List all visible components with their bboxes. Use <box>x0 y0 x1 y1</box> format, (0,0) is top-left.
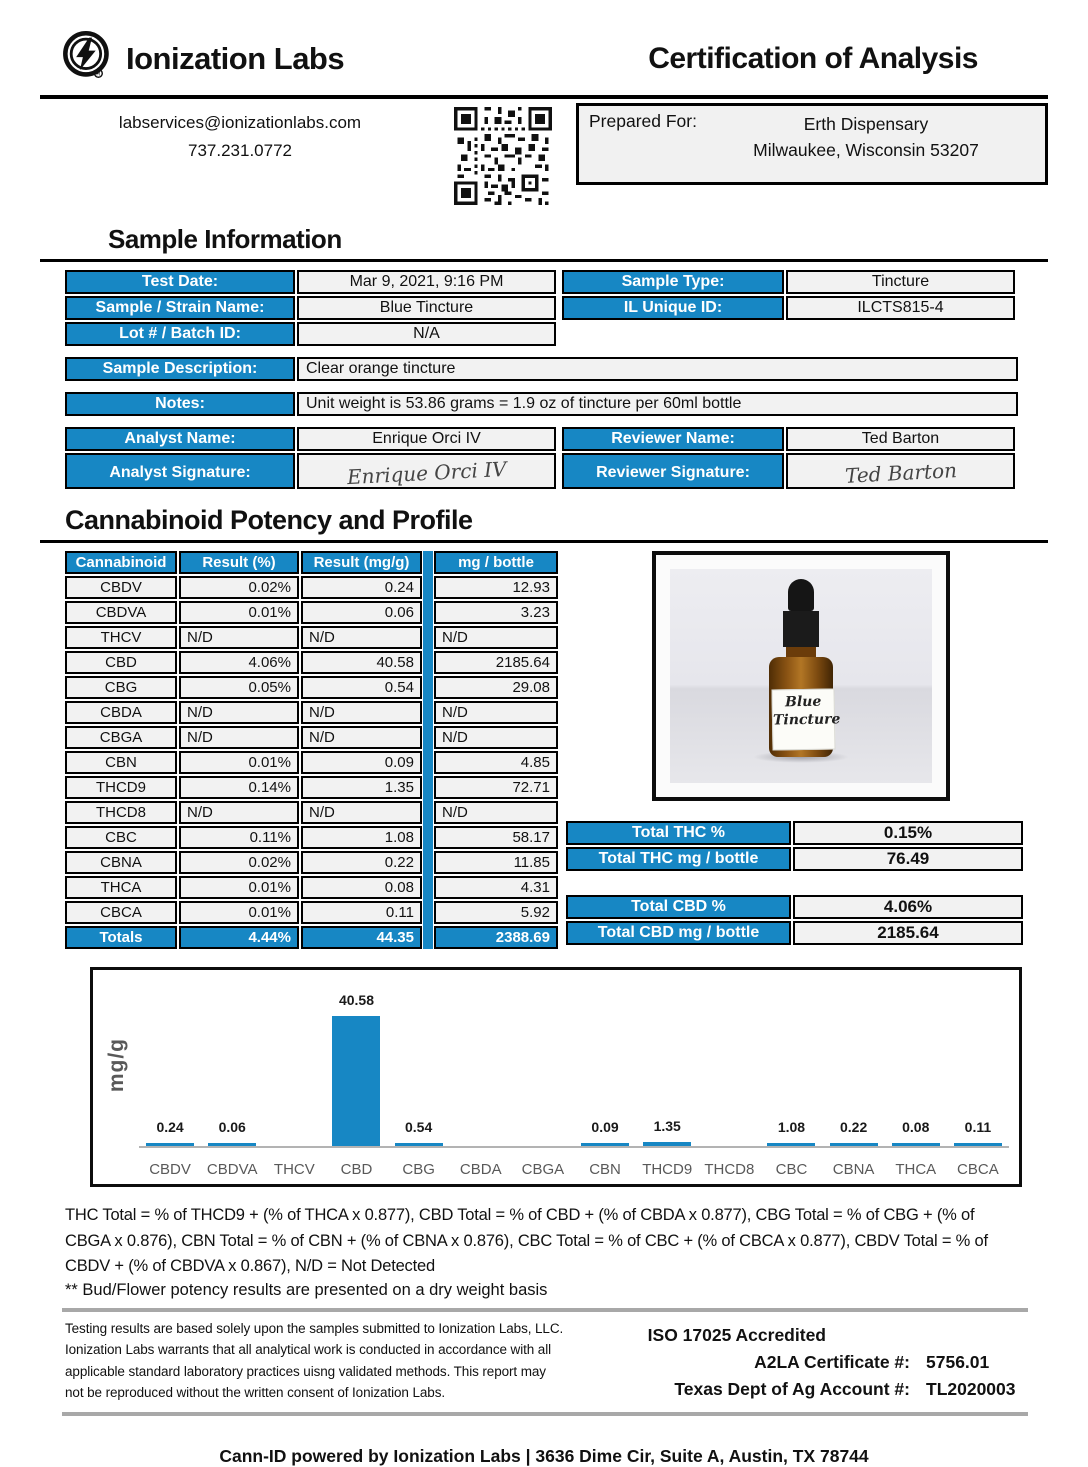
reviewer-signature-label: Reviewer Signature: <box>562 453 784 489</box>
thcv-result-mgg: N/D <box>301 626 422 649</box>
notes-label: Notes: <box>65 392 295 416</box>
cannabinoid-cbga: CBGA <box>65 726 177 749</box>
sample-description-row <box>65 357 1022 381</box>
cbna-result-pct: 0.02% <box>179 851 299 874</box>
cbga-result-pct: N/D <box>179 726 299 749</box>
totals-mg-bottle: 2388.69 <box>434 926 558 949</box>
category-label-cbga: CBGA <box>521 1161 565 1178</box>
cbna-mg-bottle: 11.85 <box>434 851 558 874</box>
gray-divider <box>62 1308 1028 1312</box>
client-name: Erth Dispensary <box>803 114 929 134</box>
cbdv-result-pct: 0.02% <box>179 576 299 599</box>
cannabinoid-cbc: CBC <box>65 826 177 849</box>
reviewer-signature: Ted Barton <box>786 453 1015 489</box>
total-thc-pct-value: 0.15% <box>793 821 1023 845</box>
cannabinoid-cbg: CBG <box>65 676 177 699</box>
cbc-result-mgg: 1.08 <box>301 826 422 849</box>
cbna-result-mgg: 0.22 <box>301 851 422 874</box>
chart-column-cbda <box>450 993 512 1178</box>
lab-name: Ionization Labs <box>126 40 345 76</box>
test-date-label: Test Date: <box>65 270 295 294</box>
qr-code <box>454 107 552 210</box>
cbn-result-pct: 0.01% <box>179 751 299 774</box>
top-info-row <box>40 103 1048 210</box>
cannabinoid-cbdv: CBDV <box>65 576 177 599</box>
chart-column-cbc <box>760 993 822 1178</box>
total-thc-table <box>566 821 1023 871</box>
dropper-collar <box>783 611 819 647</box>
client-location: Milwaukee, Wisconsin 53207 <box>753 140 979 160</box>
bar-cbna <box>830 1143 878 1146</box>
thcd9-result-pct: 0.14% <box>179 776 299 799</box>
chart-y-axis-label: mg/g <box>105 1037 128 1093</box>
cbn-result-mgg: 0.09 <box>301 751 422 774</box>
bar-cbdva <box>208 1143 256 1146</box>
total-thc-mg-label: Total THC mg / bottle <box>566 847 791 871</box>
lab-email: labservices@ionizationlabs.com <box>118 113 362 132</box>
cannabinoid-cbda: CBDA <box>65 701 177 724</box>
cannabinoid-thcd8: THCD8 <box>65 801 177 824</box>
section-divider <box>40 259 1048 262</box>
thcd8-result-pct: N/D <box>179 801 299 824</box>
chart-column-cbdva <box>201 993 263 1178</box>
cbn-mg-bottle: 4.85 <box>434 751 558 774</box>
prepared-for-box <box>576 103 1048 185</box>
category-label-thcd8: THCD8 <box>704 1161 755 1178</box>
thca-result-mgg: 0.08 <box>301 876 422 899</box>
thcd9-mg-bottle: 72.71 <box>434 776 558 799</box>
category-label-thcv: THCV <box>273 1161 315 1178</box>
tx-ag-account-value: TL2020003 <box>926 1378 1016 1399</box>
cbga-result-mgg: N/D <box>301 726 422 749</box>
chart-plot-area <box>139 982 1009 1178</box>
cbg-result-mgg: 0.54 <box>301 676 422 699</box>
iso-accreditation: ISO 17025 Accredited <box>647 1324 826 1345</box>
cbda-result-mgg: N/D <box>301 701 422 724</box>
column-header-cannabinoid: Cannabinoid <box>65 551 177 574</box>
total-cbd-pct-value: 4.06% <box>793 895 1023 919</box>
bar-value-label-thca: 0.08 <box>902 1119 930 1135</box>
dropper-bulb <box>788 579 814 611</box>
bar-cbc <box>767 1143 815 1146</box>
category-label-cbca: CBCA <box>957 1161 999 1178</box>
test-date-value: Mar 9, 2021, 9:16 PM <box>297 270 556 294</box>
totals-label: Totals <box>65 926 177 949</box>
cbca-mg-bottle: 5.92 <box>434 901 558 924</box>
cbdv-result-mgg: 0.24 <box>301 576 422 599</box>
total-cbd-mg-value: 2185.64 <box>793 921 1023 945</box>
cbdva-result-mgg: 0.06 <box>301 601 422 624</box>
bar-value-label-cbd: 40.58 <box>338 992 375 1008</box>
bar-value-label-thcd9: 1.35 <box>653 1118 681 1134</box>
cbdva-mg-bottle: 3.23 <box>434 601 558 624</box>
thcd9-result-mgg: 1.35 <box>301 776 422 799</box>
unique-id-value: ILCTS815-4 <box>786 296 1015 320</box>
header-divider <box>40 95 1048 99</box>
category-label-thcd9: THCD9 <box>642 1161 693 1178</box>
category-label-thca: THCA <box>895 1161 937 1178</box>
strain-name-value: Blue Tincture <box>297 296 556 320</box>
lab-contact-block <box>40 103 440 165</box>
svg-text:R: R <box>96 71 101 78</box>
cbga-mg-bottle: N/D <box>434 726 558 749</box>
category-label-cbd: CBD <box>340 1161 373 1178</box>
column-header-mg-bottle: mg / bottle <box>434 551 558 574</box>
total-thc-mg-value: 76.49 <box>793 847 1023 871</box>
thca-result-pct: 0.01% <box>179 876 299 899</box>
chart-column-cbd <box>325 993 387 1178</box>
sample-type-value: Tincture <box>786 270 1015 294</box>
reviewer-name-label: Reviewer Name: <box>562 427 784 451</box>
legal-disclaimer: Testing results are based solely upon the samples submitted to Ionization Labs, LLC. Ionization Labs warrants that all analytical work is conducted in accordance with all applicable standard laboratory practices uisng validated methods. This report may not be reproduced without the written consent of Ionization Labs. <box>65 1320 564 1400</box>
sample-description-label: Sample Description: <box>65 357 295 381</box>
bar-value-label-cbn: 0.09 <box>591 1119 619 1135</box>
total-cbd-mg-label: Total CBD mg / bottle <box>566 921 791 945</box>
thcd8-result-mgg: N/D <box>301 801 422 824</box>
category-label-cbda: CBDA <box>459 1161 502 1178</box>
bar-value-label-cbdva: 0.06 <box>218 1119 246 1135</box>
cbg-mg-bottle: 29.08 <box>434 676 558 699</box>
chart-column-thcd9 <box>636 993 698 1178</box>
reviewer-table <box>562 427 1015 489</box>
page-header <box>0 0 1088 93</box>
bar-cbdv <box>146 1143 194 1146</box>
cbd-mg-bottle: 2185.64 <box>434 651 558 674</box>
bottle-neck <box>786 647 816 657</box>
totals-formula-note: THC Total = % of THCD9 + (% of THCA x 0.877), CBD Total = % of CBD + (% of CBDA x 0.877), CBG Total = % of CBG + (% of CBGA x 0.876), CBN Total = % of CBN + (% of CBNA x 0.876), CBC Total = % of CBC + (% of CBCA x 0.877), CBDV Total = % of CBDV + (% of CBDVA x 0.867), N/D = Not Detected <box>65 1206 988 1275</box>
cbc-result-pct: 0.11% <box>179 826 299 849</box>
dry-weight-note: ** Bud/Flower potency results are presented on a dry weight basis <box>65 1280 548 1299</box>
notes-row <box>65 392 1022 416</box>
a2la-certificate-value: 5756.01 <box>926 1351 990 1372</box>
category-label-cbdv: CBDV <box>149 1161 191 1178</box>
analyst-name-label: Analyst Name: <box>65 427 295 451</box>
unique-id-label: IL Unique ID: <box>562 296 784 320</box>
product-photo <box>652 551 950 801</box>
chart-column-cbdv <box>139 993 201 1178</box>
cbd-result-mgg: 40.58 <box>301 651 422 674</box>
cannabinoid-cbna: CBNA <box>65 851 177 874</box>
cbca-result-pct: 0.01% <box>179 901 299 924</box>
potency-table <box>65 551 422 949</box>
lot-batch-value: N/A <box>297 322 556 346</box>
analyst-table <box>65 427 556 489</box>
bar-cbn <box>581 1143 629 1146</box>
a2la-certificate-label: A2LA Certificate #: <box>754 1351 910 1372</box>
category-label-cbc: CBC <box>775 1161 808 1178</box>
total-cbd-table <box>566 895 1023 945</box>
cannabinoid-thca: THCA <box>65 876 177 899</box>
thca-mg-bottle: 4.31 <box>434 876 558 899</box>
bottle-body <box>769 657 841 757</box>
potency-bar-chart <box>90 967 1022 1187</box>
cbda-result-pct: N/D <box>179 701 299 724</box>
bar-thcd9 <box>643 1142 691 1146</box>
thcv-result-pct: N/D <box>179 626 299 649</box>
bar-thca <box>892 1143 940 1146</box>
column-header-result-pct: Result (%) <box>179 551 299 574</box>
bar-cbg <box>395 1143 443 1146</box>
cbd-result-pct: 4.06% <box>179 651 299 674</box>
potency-heading: Cannabinoid Potency and Profile <box>65 505 473 535</box>
mg-per-bottle-table <box>434 551 558 949</box>
prepared-for-label: Prepared For: <box>589 111 697 131</box>
totals-result-pct: 4.44% <box>179 926 299 949</box>
category-label-cbdva: CBDVA <box>206 1161 258 1178</box>
bottle-label: Blue Tincture <box>771 688 835 750</box>
category-label-cbg: CBG <box>402 1161 435 1178</box>
document-title: Certification of Analysis <box>648 41 978 75</box>
thcv-mg-bottle: N/D <box>434 626 558 649</box>
chart-column-cbca <box>947 993 1009 1178</box>
bar-value-label-cbca: 0.11 <box>964 1119 992 1135</box>
total-thc-pct-label: Total THC % <box>566 821 791 845</box>
analyst-signature-label: Analyst Signature: <box>65 453 295 489</box>
totals-result-mgg: 44.35 <box>301 926 422 949</box>
cannabinoid-thcd9: THCD9 <box>65 776 177 799</box>
chart-column-cbga <box>512 993 574 1178</box>
analyst-signature: Enrique Orci IV <box>297 453 556 489</box>
tx-ag-account-label: Texas Dept of Ag Account #: <box>674 1378 910 1399</box>
chart-column-thcv <box>263 993 325 1178</box>
cbdva-result-pct: 0.01% <box>179 601 299 624</box>
chart-column-thca <box>885 993 947 1178</box>
bar-value-label-cbdv: 0.24 <box>156 1119 184 1135</box>
sample-description-value: Clear orange tincture <box>297 357 1018 381</box>
cbda-mg-bottle: N/D <box>434 701 558 724</box>
lab-phone: 737.231.0772 <box>188 141 292 160</box>
ionization-labs-logo-icon <box>62 30 112 87</box>
section-divider <box>40 540 1048 543</box>
sample-type-label: Sample Type: <box>562 270 784 294</box>
lot-batch-label: Lot # / Batch ID: <box>65 322 295 346</box>
sample-info-table-left <box>65 270 556 346</box>
footer-address: Cann-ID powered by Ionization Labs | 3636 Dime Cir, Suite A, Austin, TX 78744 <box>219 1445 869 1466</box>
cannabinoid-cbca: CBCA <box>65 901 177 924</box>
chart-column-cbg <box>388 993 450 1178</box>
bar-value-label-cbna: 0.22 <box>839 1119 868 1135</box>
sample-information-heading: Sample Information <box>108 224 342 254</box>
accreditation-block <box>615 1318 1028 1404</box>
chart-column-cbn <box>574 993 636 1178</box>
cannabinoid-cbdva: CBDVA <box>65 601 177 624</box>
cbdv-mg-bottle: 12.93 <box>434 576 558 599</box>
analyst-name-value: Enrique Orci IV <box>297 427 556 451</box>
total-cbd-pct-label: Total CBD % <box>566 895 791 919</box>
chart-column-thcd8 <box>698 993 760 1178</box>
category-label-cbn: CBN <box>589 1161 621 1178</box>
strain-name-label: Sample / Strain Name: <box>65 296 295 320</box>
bar-value-label-cbc: 1.08 <box>777 1119 806 1135</box>
tincture-bottle-image <box>766 579 841 757</box>
cbc-mg-bottle: 58.17 <box>434 826 558 849</box>
cbg-result-pct: 0.05% <box>179 676 299 699</box>
bar-value-label-cbg: 0.54 <box>405 1119 433 1135</box>
cannabinoid-thcv: THCV <box>65 626 177 649</box>
cannabinoid-cbn: CBN <box>65 751 177 774</box>
cbca-result-mgg: 0.11 <box>301 901 422 924</box>
cannabinoid-cbd: CBD <box>65 651 177 674</box>
bar-cbca <box>954 1143 1002 1146</box>
sample-info-table-right <box>562 270 1015 346</box>
chart-column-cbna <box>823 993 885 1178</box>
reviewer-name-value: Ted Barton <box>786 427 1015 451</box>
notes-value: Unit weight is 53.86 grams = 1.9 oz of tincture per 60ml bottle <box>297 392 1018 416</box>
table-separator-strip <box>423 551 433 949</box>
thcd8-mg-bottle: N/D <box>434 801 558 824</box>
gray-divider <box>62 1412 1028 1416</box>
column-header-result-mgg: Result (mg/g) <box>301 551 422 574</box>
category-label-cbna: CBNA <box>832 1161 875 1178</box>
bar-cbd <box>332 1016 380 1146</box>
